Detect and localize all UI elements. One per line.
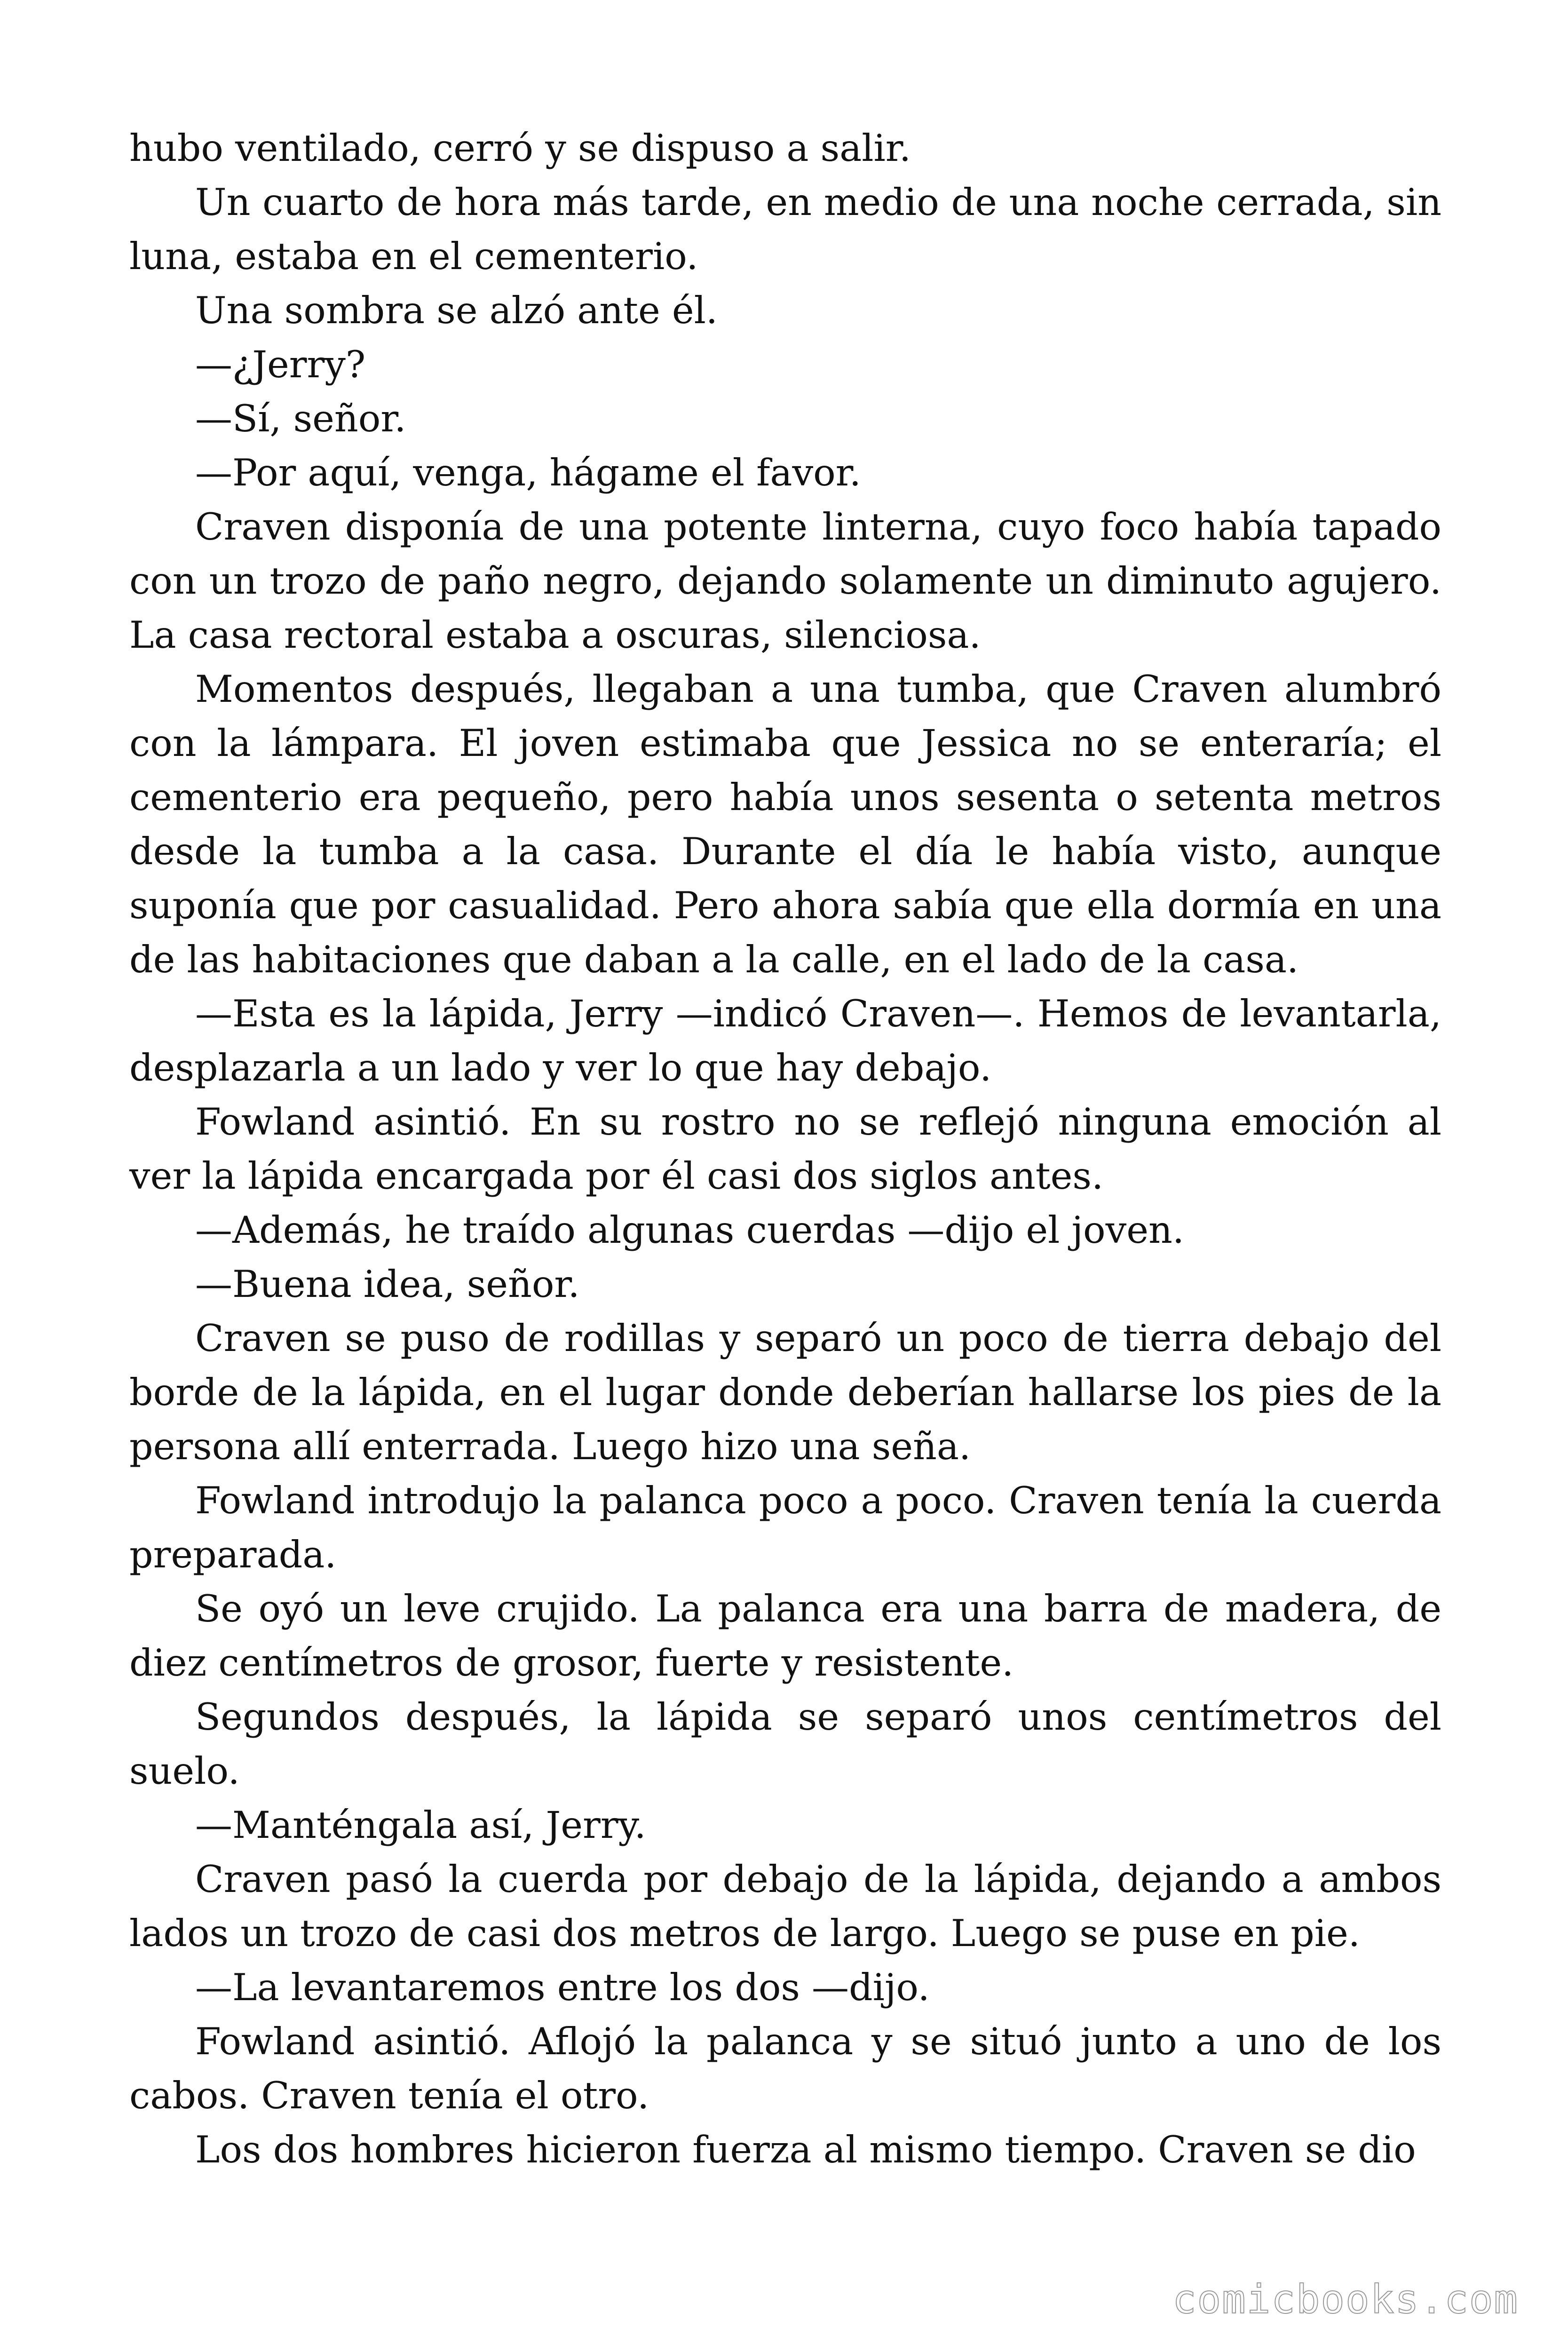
paragraph: Fowland introdujo la palanca poco a poco. Craven tenía la cuerda preparada. [129, 1479, 1441, 1576]
paragraph: Momentos después, llegaban a una tumba, que Craven alumbró con la lámpara. El joven estimaba que Jessica no se enteraría; el cementerio era pequeño, pero había unos sesenta o setenta metros desde la tumba a la casa. Durante el día le había visto, aunque suponía que por casualidad. Pero ahora sabía que ella dormía en una de las habitaciones que daban a la calle, en el lado de la casa. [129, 667, 1441, 981]
dialogue-line: —La levantaremos entre los dos —dijo. [195, 1966, 930, 2009]
paragraph: Los dos hombres hicieron fuerza al mismo tiempo. Craven se dio [195, 2128, 1416, 2171]
paragraph: hubo ventilado, cerró y se dispuso a salir. [129, 127, 911, 170]
watermark: comicbooks.com [1172, 2276, 1519, 2322]
paragraph: Un cuarto de hora más tarde, en medio de una noche cerrada, sin luna, estaba en el cementerio. [129, 181, 1441, 278]
paragraph: Craven pasó la cuerda por debajo de la lápida, dejando a ambos lados un trozo de casi dos metros de largo. Luego se puse en pie. [129, 1858, 1441, 1955]
dialogue-line: —¿Jerry? [195, 343, 366, 386]
dialogue-line: —Por aquí, venga, hágame el favor. [195, 451, 861, 494]
paragraph: Fowland asintió. En su rostro no se reflejó ninguna emoción al ver la lápida encargada por él casi dos siglos antes. [129, 1100, 1441, 1198]
paragraph: Craven se puso de rodillas y separó un poco de tierra debajo del borde de la lápida, en el lugar donde deberían hallarse los pies de la persona allí enterrada. Luego hizo una seña. [129, 1317, 1441, 1468]
paragraph: Segundos después, la lápida se separó unos centímetros del suelo. [129, 1695, 1441, 1793]
dialogue-line: —Sí, señor. [195, 397, 406, 440]
paragraph: Una sombra se alzó ante él. [195, 289, 718, 332]
paragraph: Se oyó un leve crujido. La palanca era una barra de madera, de diez centímetros de grosor, fuerte y resistente. [129, 1587, 1441, 1685]
dialogue-line: —Buena idea, señor. [195, 1263, 580, 1306]
paragraph: Craven disponía de una potente linterna, cuyo foco había tapado con un trozo de paño negro, dejando solamente un diminuto agujero. La casa rectoral estaba a oscuras, silenciosa. [129, 505, 1441, 657]
book-page [129, 121, 1441, 2238]
dialogue-line: —Además, he traído algunas cuerdas —dijo el joven. [195, 1208, 1184, 1252]
dialogue-line: —Esta es la lápida, Jerry —indicó Craven—. Hemos de levantarla, desplazarla a un lado y ver lo que hay debajo. [129, 992, 1441, 1089]
paragraph: Fowland asintió. Aflojó la palanca y se situó junto a uno de los cabos. Craven tenía el otro. [129, 2020, 1441, 2117]
dialogue-line: —Manténgala así, Jerry. [195, 1804, 646, 1847]
